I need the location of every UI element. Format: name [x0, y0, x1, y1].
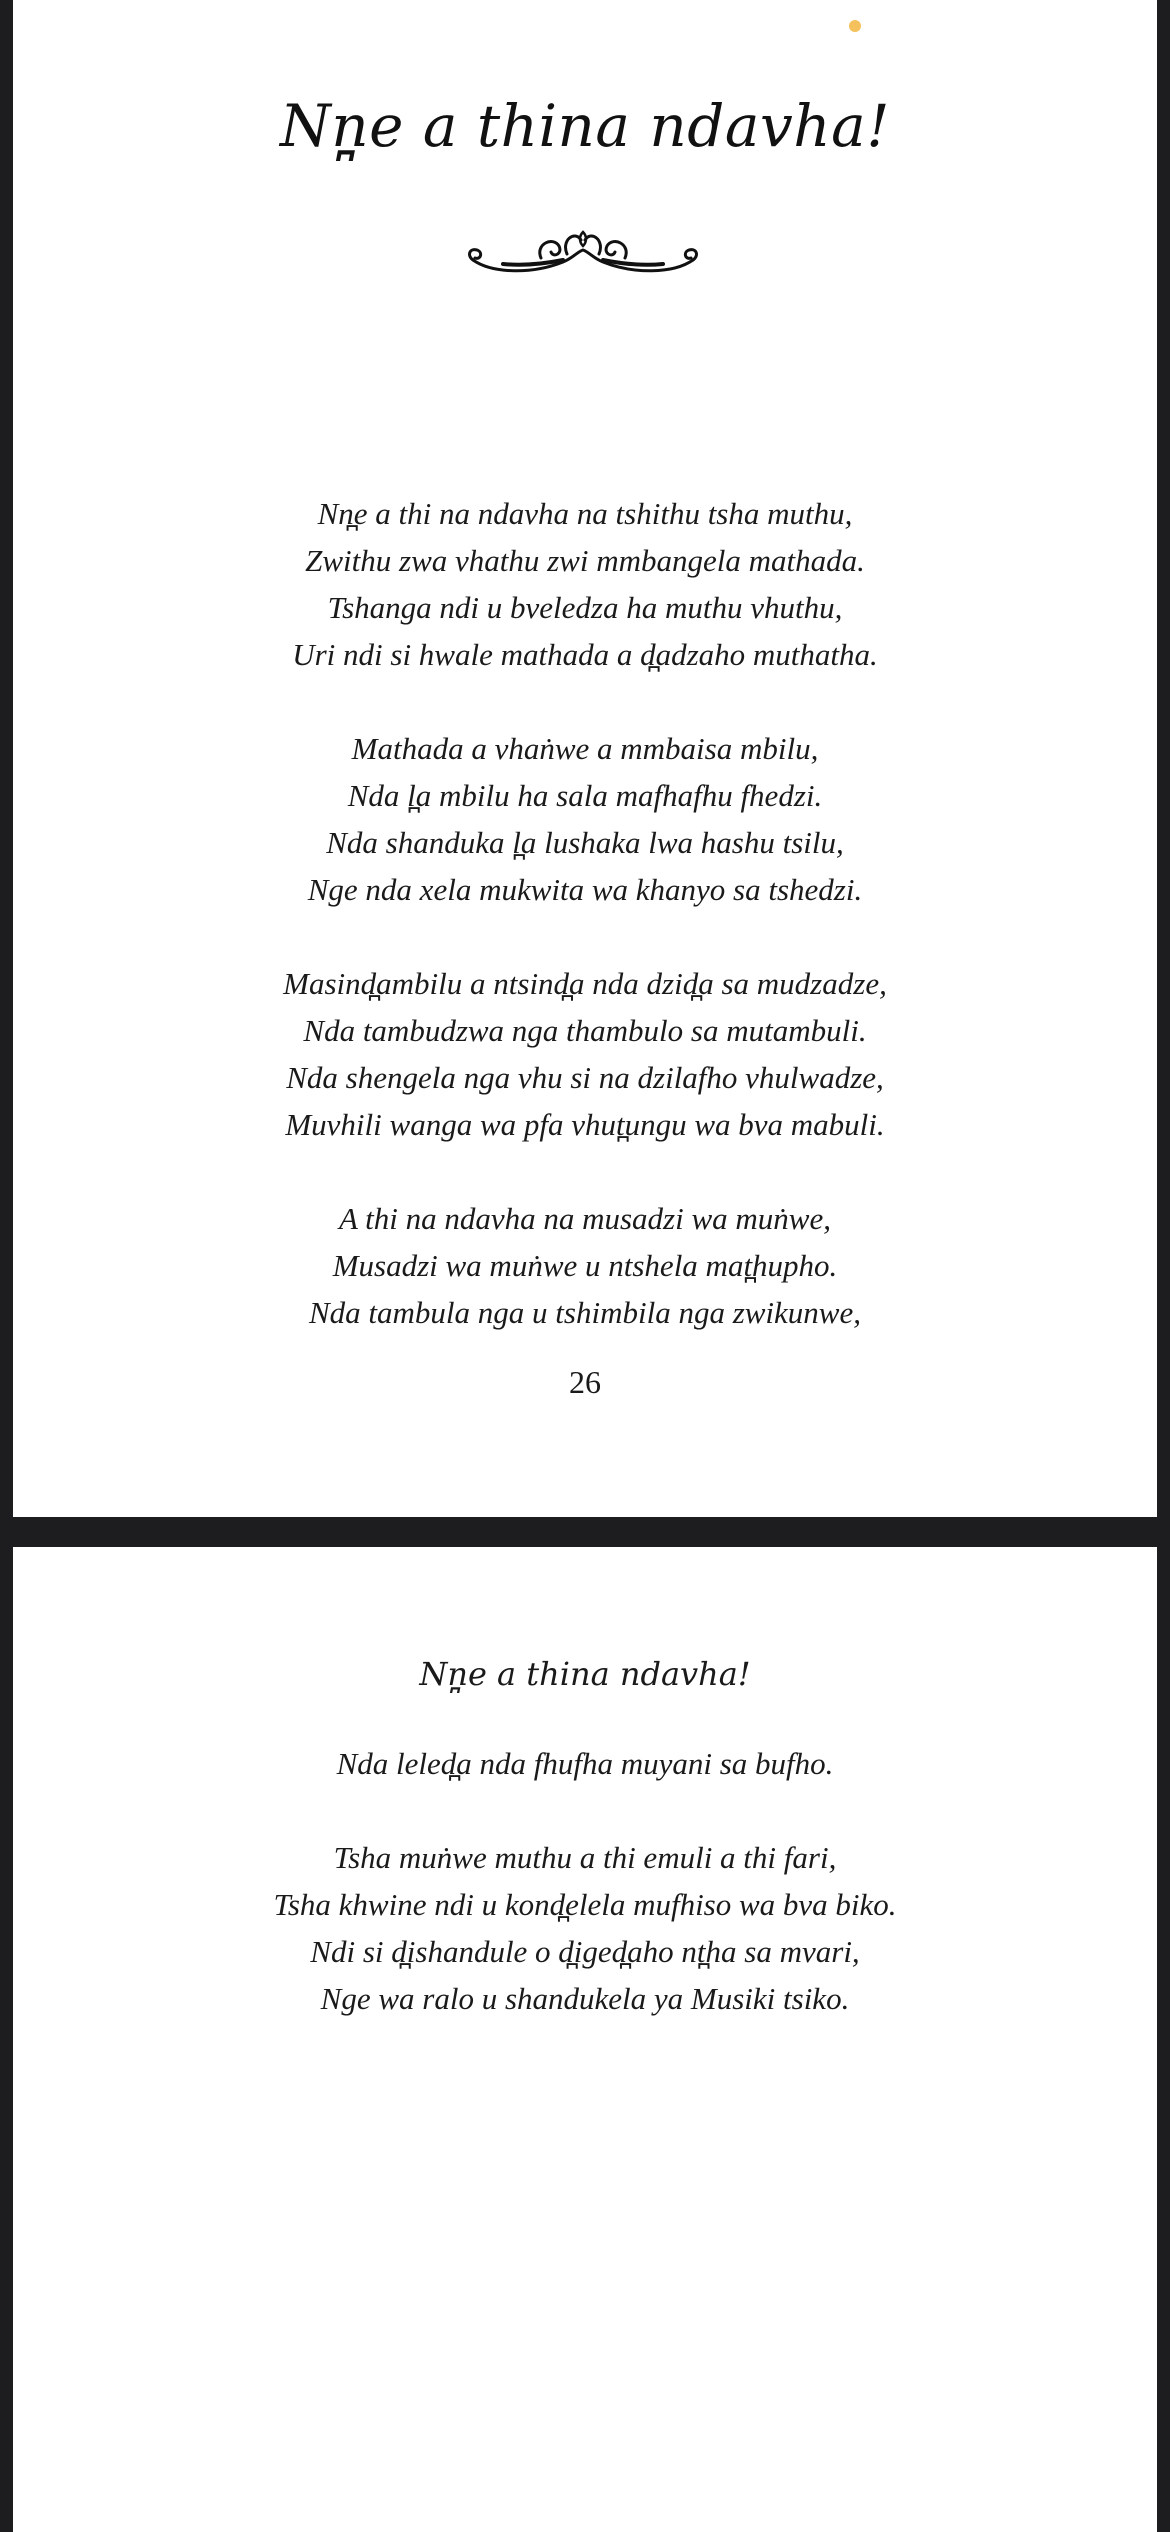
poem-line: A thi na ndavha na musadzi wa muṅwe,	[339, 1201, 831, 1236]
poem-line: Masind̪ambilu a ntsind̪a nda dzid̪a sa mudzadze,	[283, 966, 887, 1001]
poem-line: Musadzi wa muṅwe u ntshela mat̪hupho.	[332, 1248, 838, 1283]
scroll-ornament-icon	[463, 222, 703, 282]
poem-line: Zwithu zwa vhathu zwi mmbangela mathada.	[305, 543, 865, 578]
stanza	[13, 1834, 1157, 2022]
book-page-2	[13, 1547, 1157, 2532]
poem-line: Muvhili wanga wa pfa vhut̪ungu wa bva mabuli.	[285, 1107, 885, 1142]
stanza	[13, 490, 1157, 678]
poem-line: Nda tambula nga u tshimbila nga zwikunwe,	[309, 1295, 861, 1330]
poem-line: Nn̪e a thi na ndavha na tshithu tsha muthu,	[317, 496, 853, 531]
poem-line: Mathada a vhaṅwe a mmbaisa mbilu,	[351, 731, 819, 766]
poem-line: Nge wa ralo u shandukela ya Musiki tsiko.	[320, 1981, 850, 2016]
poem-line: Tshanga ndi u bveledza ha muthu vhuthu,	[327, 590, 843, 625]
stanza	[13, 725, 1157, 913]
running-header: Nn̪e a thina ndavha!	[419, 1655, 751, 1693]
poem-line: Nda l̪a mbilu ha sala mafhafhu fhedzi.	[347, 778, 823, 813]
poem-line: Tsha muṅwe muthu a thi emuli a thi fari,	[333, 1840, 837, 1875]
poem-text	[13, 1740, 1157, 2022]
poem-line: Nda tambudzwa nga thambulo sa mutambuli.	[303, 1013, 867, 1048]
poem-line: Tsha khwine ndi u kond̪elela mufhiso wa bva biko.	[273, 1887, 897, 1922]
stanza	[13, 1195, 1157, 1336]
poem-line: Nge nda xela mukwita wa khanyo sa tshedzi.	[307, 872, 863, 907]
poem-line: Ndi si d̪ishandule o d̪iged̪aho nt̪ha sa mvari,	[310, 1934, 860, 1969]
poem-line: Uri ndi si hwale mathada a d̪adzaho muthatha.	[292, 637, 878, 672]
chapter-title: Nn̪e a thina ndavha!	[279, 92, 891, 160]
poem-line: Nda leled̪a nda fhufha muyani sa bufho.	[336, 1746, 834, 1781]
book-page-1	[13, 0, 1157, 1517]
stanza	[13, 1740, 1157, 1787]
poem-text	[13, 490, 1157, 1336]
page-number: 26	[569, 1364, 601, 1400]
poem-line: Nda shengela nga vhu si na dzilafho vhulwadze,	[286, 1060, 884, 1095]
poem-line: Nda shanduka l̪a lushaka lwa hashu tsilu,	[326, 825, 844, 860]
stanza	[13, 960, 1157, 1148]
notification-dot-icon	[849, 20, 861, 32]
